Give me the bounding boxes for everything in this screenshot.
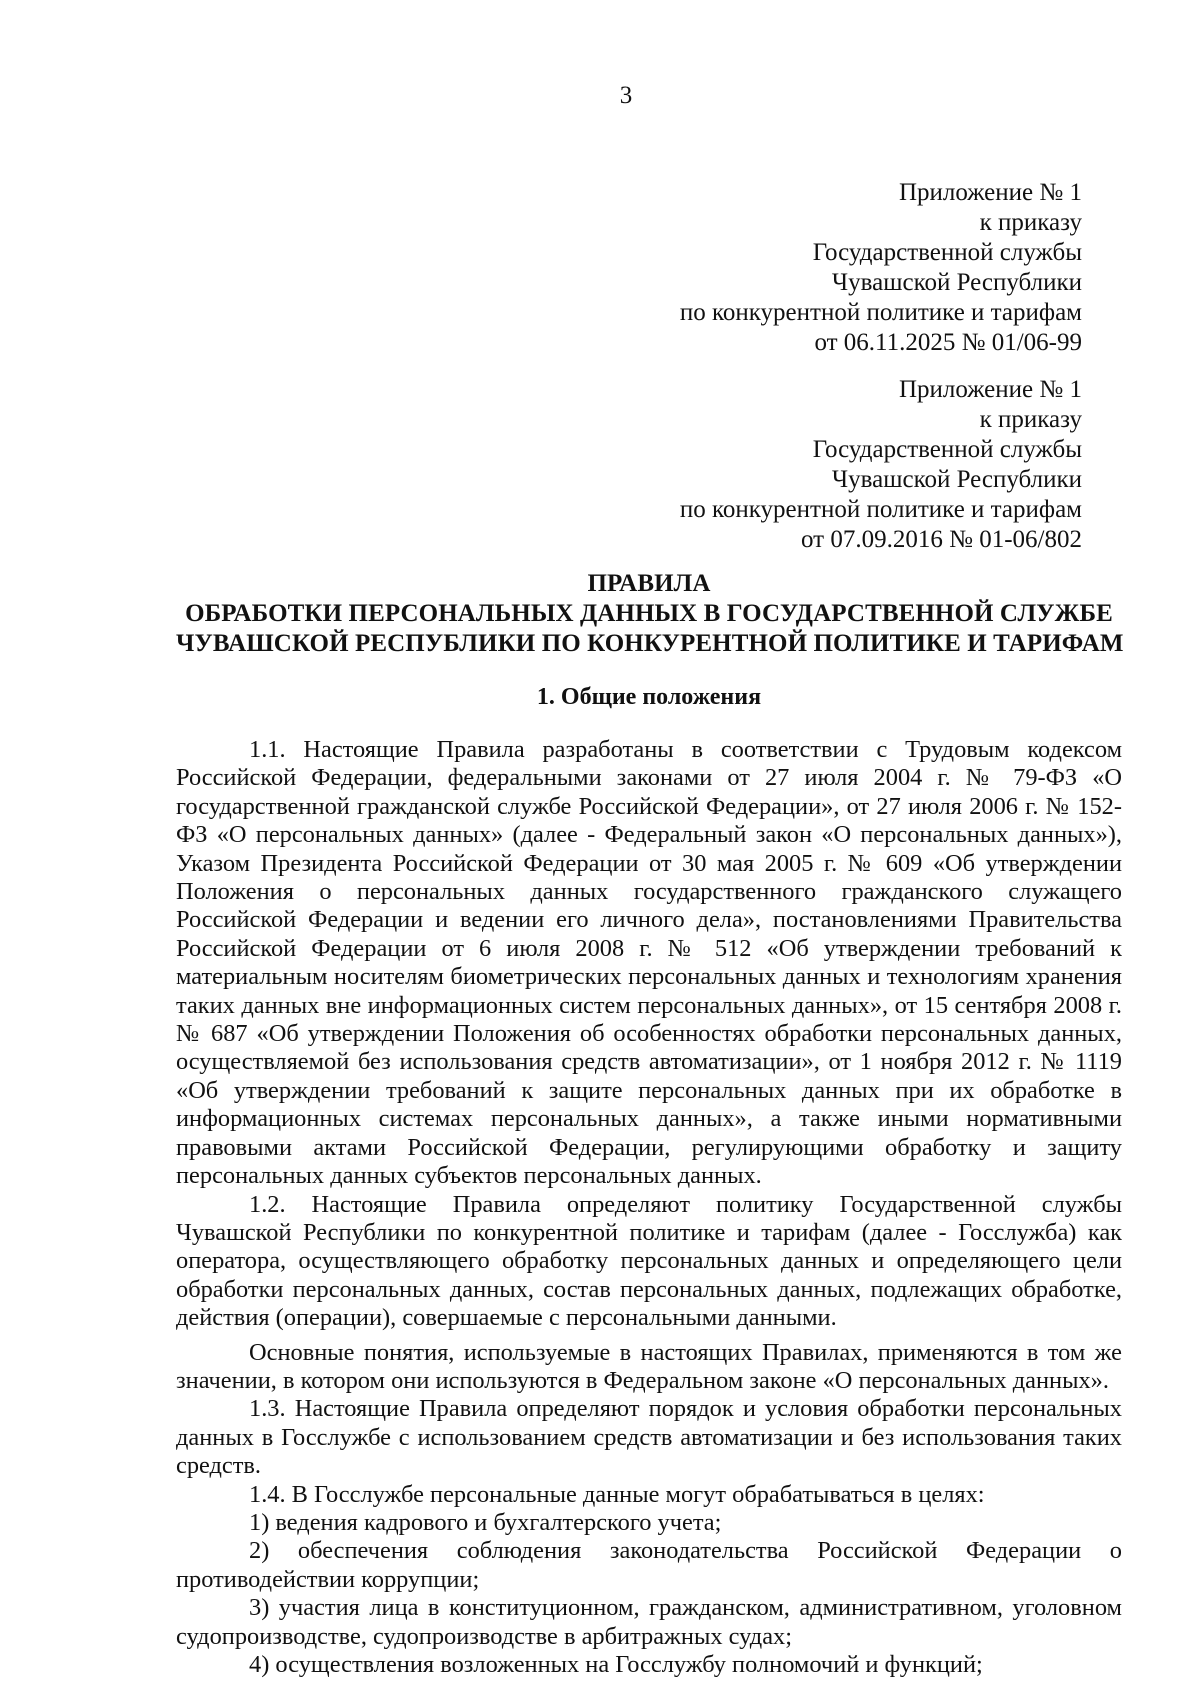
paragraph: Основные понятия, используемые в настоящих Правилах, применяются в том же значении, в котором они используются в Федеральном законе «О персональных данных». <box>176 1338 1122 1394</box>
annex-line: Приложение № 1 <box>898 376 1082 403</box>
annex-line: по конкурентной политике и тарифам <box>679 496 1082 523</box>
document-title <box>176 569 1122 659</box>
annex-line: Приложение № 1 <box>898 179 1082 206</box>
annex-line: по конкурентной политике и тарифам <box>679 299 1082 326</box>
paragraph: 1.4. В Госслужбе персональные данные могут обрабатываться в целях: <box>249 1480 985 1508</box>
title-line: ОБРАБОТКИ ПЕРСОНАЛЬНЫХ ДАННЫХ В ГОСУДАРСТВЕННОЙ СЛУЖБЕ <box>185 600 1113 627</box>
page-number: 3 <box>619 82 633 109</box>
paragraph: 3) участия лица в конституционном, гражданском, административном, уголовном судопроизводстве, судопроизводстве в арбитражных судах; <box>176 1594 1122 1650</box>
title-line: ПРАВИЛА <box>587 570 711 597</box>
paragraph: 1) ведения кадрового и бухгалтерского учета; <box>249 1508 722 1536</box>
annex-line: Чувашской Республики <box>831 466 1082 493</box>
annex-line: от 06.11.2025 № 01/06-99 <box>814 329 1082 356</box>
paragraph: 2) обеспечения соблюдения законодательства Российской Федерации о противодействии коррупции; <box>176 1537 1122 1593</box>
paragraph: 1.2. Настоящие Правила определяют политику Государственной службы Чувашской Республики по конкурентной политике и тарифам (далее - Госслужба) как оператора, осуществляющего обработку персональных данных и определяющего цели обработки персональных данных, состав персональных данных, подлежащих обработке, действия (операции), совершаемые с персональными данными. <box>176 1190 1122 1332</box>
paragraph: 1.3. Настоящие Правила определяют порядок и условия обработки персональных данных в Госслужбе с использованием средств автоматизации и без использования таких средств. <box>176 1395 1122 1480</box>
annex-header-original <box>482 375 1082 555</box>
section-body <box>176 736 1122 1679</box>
annex-line: Чувашской Республики <box>831 269 1082 296</box>
annex-line: Государственной службы <box>812 436 1082 463</box>
paragraph: 1.1. Настоящие Правила разработаны в соответствии с Трудовым кодексом Российской Федерации, федеральными законами от 27 июля 2004 г. № 79-ФЗ «О государственной гражданской службе Российской Федерации», от 27 июля 2006 г. № 152-ФЗ «О персональных данных» (далее - Федеральный закон «О персональных данных»), Указом Президента Российской Федерации от 30 мая 2005 г. № 609 «Об утверждении Положения о персональных данных государственного гражданского служащего Российской Федерации и ведении его личного дела», постановлениями Правительства Российской Федерации от 6 июля 2008 г. № 512 «Об утверждении требований к материальным носителям биометрических персональных данных и технологиям хранения таких данных вне информационных систем персональных данных», от 15 сентября 2008 г. № 687 «Об утверждении Положения об особенностях обработки персональных данных, осуществляемой без использования средств автоматизации», от 1 ноября 2012 г. № 1119 «Об утверждении требований к защите персональных данных при их обработке в информационных системах персональных данных», а также иными нормативными правовыми актами Российской Федерации, регулирующими обработку и защиту персональных данных субъектов персональных данных. <box>176 736 1122 1190</box>
paragraph: 4) осуществления возложенных на Госслужбу полномочий и функций; <box>249 1651 983 1678</box>
annex-line: от 07.09.2016 № 01-06/802 <box>801 526 1082 553</box>
annex-line: к приказу <box>979 209 1082 236</box>
annex-line: Государственной службы <box>812 239 1082 266</box>
annex-line: к приказу <box>979 406 1082 433</box>
section-heading: 1. Общие положения <box>536 684 762 710</box>
title-line: ЧУВАШСКОЙ РЕСПУБЛИКИ ПО КОНКУРЕНТНОЙ ПОЛИТИКЕ И ТАРИФАМ <box>176 630 1124 657</box>
annex-header-current <box>482 178 1082 358</box>
